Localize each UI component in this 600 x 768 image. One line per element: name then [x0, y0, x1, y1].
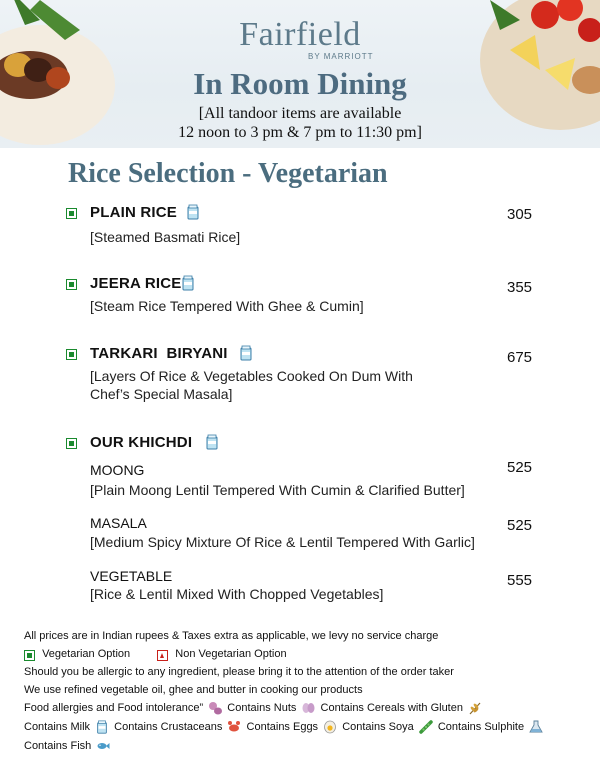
khichdi-variant-price: 525 — [507, 459, 533, 476]
khichdi-variant-name: MOONG — [90, 462, 145, 478]
nonveg-legend-label: Non Vegetarian Option — [175, 648, 287, 661]
brand-subtitle: BY MARRIOTT — [308, 52, 374, 61]
egg-icon — [323, 720, 337, 734]
veg-indicator-icon — [24, 650, 35, 661]
khichdi-variant-name: VEGETABLE — [90, 568, 173, 584]
wheat-icon — [468, 701, 482, 715]
veg-indicator-icon — [66, 438, 77, 449]
allergen-row-1 — [24, 700, 484, 716]
dish-name: PLAIN RICE — [90, 204, 178, 221]
contains-milk-label: Contains Milk — [24, 721, 91, 734]
dish-description: [Steamed Basmati Rice] — [90, 229, 241, 245]
brand-logo-text: Fairfield — [239, 16, 361, 53]
nuts-icon — [208, 701, 222, 715]
khichdi-variant-description: [Rice & Lentil Mixed With Chopped Vegetables] — [90, 586, 384, 602]
section-title: Rice Selection - Vegetarian — [68, 158, 388, 189]
prices-note: All prices are in Indian rupees & Taxes extra as applicable, we levy no service charge — [24, 630, 439, 642]
dish-price: 305 — [507, 206, 533, 223]
milk-icon — [182, 275, 194, 291]
dish-description-line-1: [Layers Of Rice & Vegetables Cooked On Dum With — [90, 368, 413, 384]
crab-icon — [227, 720, 241, 734]
milk-icon — [240, 345, 252, 361]
khichdi-variant-price: 555 — [507, 572, 533, 589]
fish-icon — [96, 739, 110, 753]
tandoor-hours-note — [0, 104, 600, 142]
khichdi-variant-description: [Plain Moong Lentil Tempered With Cumin & Clarified Butter] — [90, 482, 465, 498]
dish-price: 675 — [507, 349, 533, 366]
dish-description-line-2: Chef’s Special Masala] — [90, 386, 233, 402]
legend-row — [24, 646, 287, 662]
khichdi-variant-price: 525 — [507, 517, 533, 534]
allergen-row-3 — [24, 738, 112, 754]
khichdi-variant-name: MASALA — [90, 515, 147, 531]
dish-price: 355 — [507, 279, 533, 296]
allergy-intro: Food allergies and Food intolerance” — [24, 702, 204, 715]
milk-icon — [187, 204, 199, 220]
allergen-row-2 — [24, 719, 545, 735]
dish-name: JEERA RICE — [90, 275, 182, 292]
page-title: In Room Dining — [193, 66, 407, 101]
sulphite-flask-icon — [529, 720, 543, 734]
contains-gluten-label: Contains Cereals with Gluten — [320, 702, 463, 715]
veg-legend-label: Vegetarian Option — [42, 648, 131, 661]
contains-nuts-label: Contains Nuts — [227, 702, 297, 715]
veg-indicator-icon — [66, 279, 77, 290]
hours-line-1: [All tandoor items are available — [198, 105, 402, 122]
menu-header — [0, 0, 600, 148]
milk-icon — [95, 720, 109, 734]
contains-fish-label: Contains Fish — [24, 740, 92, 753]
hours-line-2: 12 noon to 3 pm & 7 pm to 11:30 pm] — [178, 124, 422, 141]
allergy-note: Should you be allergic to any ingredient, please bring it to the attention of the order taker — [24, 666, 454, 678]
dish-name: OUR KHICHDI — [90, 434, 193, 451]
milk-icon — [206, 434, 218, 450]
veg-indicator-icon — [66, 349, 77, 360]
oil-note: We use refined vegetable oil, ghee and butter in cooking our products — [24, 684, 363, 696]
egg-shell-icon — [301, 701, 315, 715]
contains-soya-label: Contains Soya — [342, 721, 414, 734]
veg-indicator-icon — [66, 208, 77, 219]
dish-description: [Steam Rice Tempered With Ghee & Cumin] — [90, 298, 364, 314]
soya-icon — [419, 720, 433, 734]
khichdi-variant-description: [Medium Spicy Mixture Of Rice & Lentil Tempered With Garlic] — [90, 534, 475, 550]
dish-name: TARKARI BIRYANI — [90, 345, 228, 362]
contains-eggs-label: Contains Eggs — [246, 721, 319, 734]
contains-sulphite-label: Contains Sulphite — [437, 721, 525, 734]
nonveg-indicator-icon — [157, 650, 168, 661]
contains-crustaceans-label: Contains Crustaceans — [114, 721, 223, 734]
